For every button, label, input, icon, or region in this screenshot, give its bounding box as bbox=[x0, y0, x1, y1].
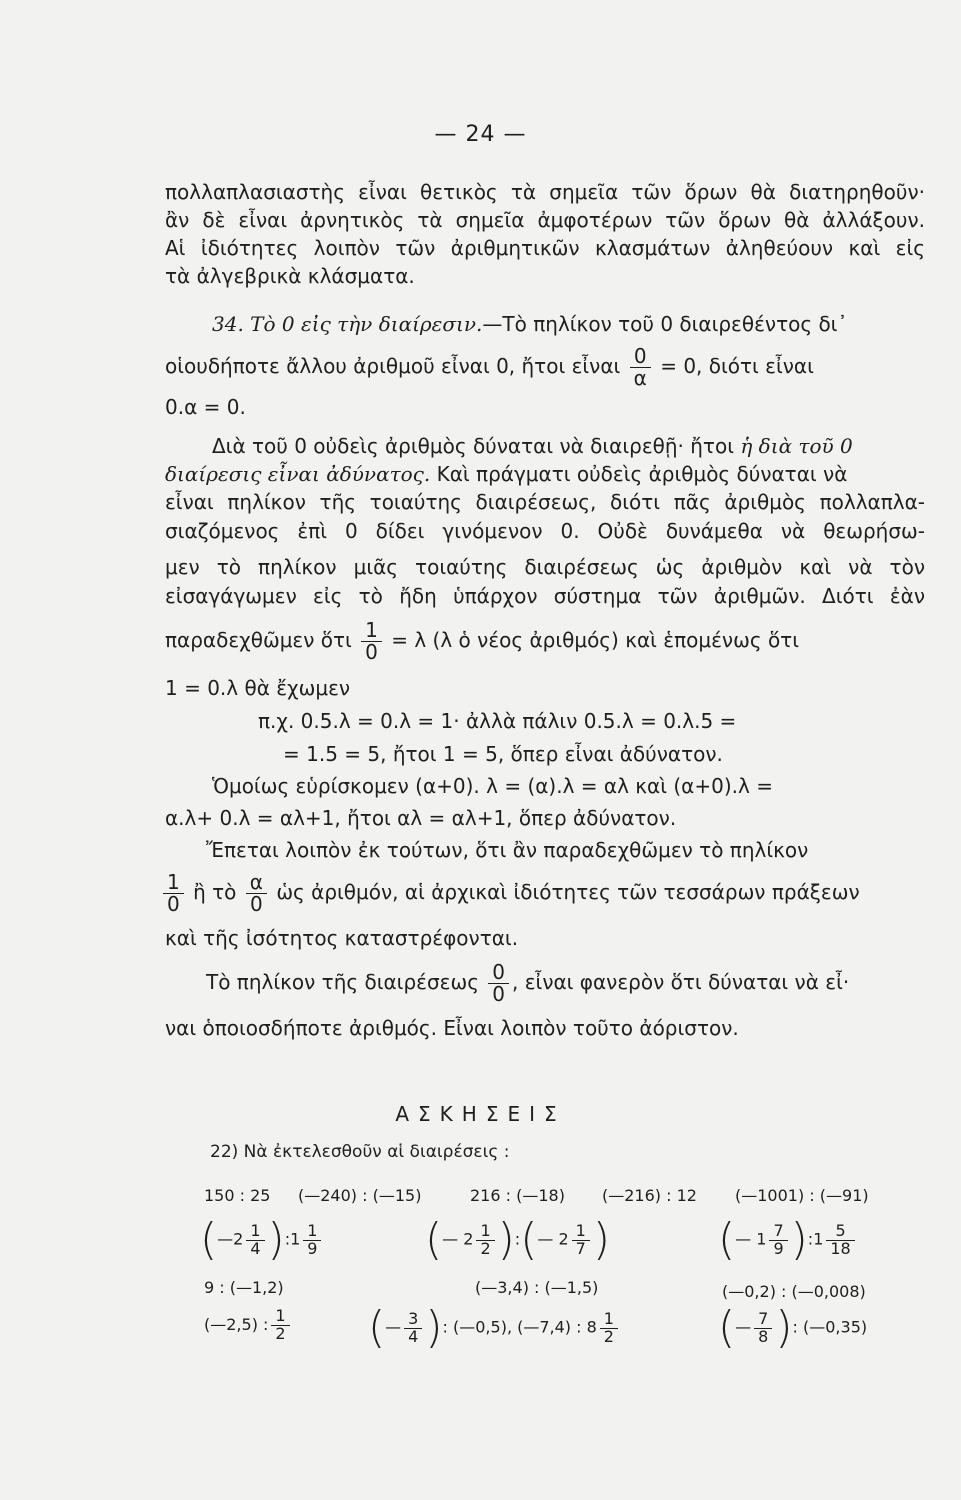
section-intro: —Τὸ πηλίκον τοῦ 0 διαιρεθέντος δι᾽ bbox=[482, 312, 848, 336]
text-line-11: σιαζόμενος ἐπὶ 0 δίδει γινόμενον 0. Οὐδὲ δυνάμεθα νὰ θεωρήσω- bbox=[165, 519, 925, 543]
exercise-item: (—1001) : (—91) bbox=[735, 1186, 869, 1205]
exercise-item-frac-c: (— $\frac{7}{8}$ ): (—0,35) bbox=[718, 1302, 868, 1353]
fraction-zero-over-alpha: $\frac{0}{\alpha}$ bbox=[630, 346, 651, 389]
fraction: $\frac{1}{4}$ bbox=[246, 1223, 264, 1258]
exercise-item: (—3,4) : (—1,5) bbox=[475, 1278, 599, 1297]
fraction: $\frac{3}{4}$ bbox=[404, 1311, 422, 1346]
fraction-one-over-zero: $\frac{1}{0}$ bbox=[361, 620, 382, 663]
fraction-zero-over-zero: $\frac{0}{0}$ bbox=[488, 962, 509, 1005]
text-line-9b: Καὶ πράγματι οὐδεὶς ἀριθμὸς δύναται νὰ bbox=[430, 462, 848, 486]
text-line-23a: Τὸ πηλίκον τῆς διαιρέσεως bbox=[206, 970, 479, 994]
paren-close: ) bbox=[790, 1214, 808, 1265]
exercise-item-frac-b: (— $\frac{3}{4}$ ): (—0,5), (—7,4) : 8 $\frac{1}{2}$ bbox=[368, 1306, 621, 1350]
text-line-15: 1 = 0.λ θὰ ἔχωμεν bbox=[165, 676, 351, 700]
fraction-alpha-over-zero: $\frac{\alpha}{0}$ bbox=[246, 872, 267, 915]
text-line-16: π.χ. 0.5.λ = 0.λ = 1· ἀλλὰ πάλιν 0.5.λ = 0.λ.5 = bbox=[258, 709, 737, 733]
text-line-21a: ἢ τὸ bbox=[193, 880, 237, 904]
text-line-10: εἶναι πηλίκον τῆς τοιαύτης διαιρέσεως, διότι πᾶς ἀριθμὸς πολλαπλα- bbox=[165, 490, 925, 514]
text-line-17: = 1.5 = 5, ἤτοι 1 = 5, ὅπερ εἶναι ἀδύνατον. bbox=[283, 742, 723, 766]
text-line-21b: ὡς ἀριθμόν, αἱ ἀρχικαὶ ἰδιότητες τῶν τεσσάρων πράξεων bbox=[276, 880, 860, 904]
text-line-1: πολλαπλασιαστὴς εἶναι θετικὸς τὰ σημεῖα τῶν ὅρων θὰ διατηρηθοῦν· bbox=[165, 180, 925, 204]
paren-open: ( bbox=[200, 1214, 218, 1265]
text-line-9a: διαίρεσις εἶναι ἀδύνατος. bbox=[165, 462, 431, 486]
fraction-one-over-zero-2: $\frac{1}{0}$ bbox=[163, 872, 184, 915]
exercise-item: 216 : (—18) bbox=[470, 1186, 565, 1205]
paren-close: ) bbox=[267, 1214, 285, 1265]
exercise-item: 9 : (—1,2) bbox=[204, 1278, 284, 1297]
exercises-heading: ΑΣΚΗΣΕΙΣ bbox=[395, 1102, 566, 1126]
page-number: — 24 — bbox=[434, 122, 527, 147]
text-line-21 bbox=[160, 872, 920, 915]
text-line-23b: , εἶναι φανερὸν ὅτι δύναται νὰ εἶ· bbox=[512, 970, 850, 994]
text-line-19: α.λ+ 0.λ = αλ+1, ἤτοι αλ = αλ+1, ὅπερ ἀδύνατον. bbox=[165, 806, 677, 830]
text-line-8a: Διὰ τοῦ 0 οὐδεὶς ἀριθμὸς δύναται νὰ διαιρεθῇ· ἤτοι bbox=[212, 434, 734, 458]
paren-close: ) bbox=[425, 1302, 443, 1353]
exercise-intro: 22) Νὰ ἐκτελεσθοῦν αἱ διαιρέσεις : bbox=[210, 1142, 510, 1162]
exercise-item-mixed-c: (— 1 $\frac{7}{9}$ ):1 $\frac{5}{18}$ bbox=[718, 1218, 858, 1262]
section-34-heading bbox=[212, 310, 925, 338]
text-line-24: ναι ὁποιοσδήποτε ἀριθμός. Εἶναι λοιπὸν τοῦτο ἀόριστον. bbox=[165, 1016, 739, 1040]
text-line-14 bbox=[165, 620, 925, 663]
paren-open: ( bbox=[520, 1214, 538, 1265]
paren-open: ( bbox=[718, 1214, 736, 1265]
section-title: Τὸ 0 εἰς τὴν διαίρεσιν. bbox=[250, 312, 483, 336]
text-line-14a: παραδεχθῶμεν ὅτι bbox=[165, 628, 352, 652]
text-line-23 bbox=[206, 962, 925, 1005]
exercise-item: (—216) : 12 bbox=[602, 1186, 697, 1205]
text-line-3: Αἱ ἰδιότητες λοιπὸν τῶν ἀριθμητικῶν κλασμάτων ἀληθεύουν καὶ εἰς bbox=[165, 236, 925, 260]
exercise-item-mixed-a: (—2 $\frac{1}{4}$ ):1 $\frac{1}{9}$ bbox=[200, 1218, 324, 1262]
exercise-item-mixed-b: (— 2 $\frac{1}{2}$ ):(— 2 $\frac{1}{7}$ ) bbox=[425, 1214, 610, 1265]
fraction: $\frac{1}{9}$ bbox=[303, 1223, 321, 1258]
section-number: 34. bbox=[212, 312, 244, 336]
paren-open: ( bbox=[425, 1214, 443, 1265]
fraction: $\frac{1}{2}$ bbox=[600, 1311, 618, 1346]
fraction: $\frac{1}{7}$ bbox=[572, 1223, 590, 1258]
text-line-13: εἰσαγάγωμεν εἰς τὸ ἤδη ὑπάρχον σύστημα τῶν ἀριθμῶν. Διότι ἐὰν bbox=[165, 584, 925, 608]
fraction: $\frac{1}{2}$ bbox=[271, 1308, 289, 1343]
text-line-4: τὰ ἀλγεβρικὰ κλάσματα. bbox=[165, 264, 415, 288]
text-line-14b: = λ (λ ὁ νέος ἀριθμός) καὶ ἑπομένως ὅτι bbox=[391, 628, 799, 652]
fraction: $\frac{7}{8}$ bbox=[754, 1311, 772, 1346]
text-line-9 bbox=[165, 460, 925, 488]
paren-open: ( bbox=[368, 1302, 386, 1353]
paren-close: ) bbox=[497, 1214, 515, 1265]
text-line-20: Ἔπεται λοιπὸν ἐκ τούτων, ὅτι ἂν παραδεχθῶμεν τὸ πηλίκον bbox=[206, 838, 809, 862]
text-line-8 bbox=[212, 432, 925, 460]
text-line-7: 0.α = 0. bbox=[165, 395, 246, 419]
exercise-item: (—240) : (—15) bbox=[298, 1186, 422, 1205]
text-line-6a: οἱουδήποτε ἄλλου ἀριθμοῦ εἶναι 0, ἤτοι εἶναι bbox=[165, 354, 621, 378]
exercise-item: 150 : 25 bbox=[204, 1186, 271, 1205]
fraction: $\frac{1}{2}$ bbox=[476, 1223, 494, 1258]
exercise-item: (—0,2) : (—0,008) bbox=[722, 1282, 866, 1301]
text-line-6 bbox=[165, 346, 925, 389]
text-line-2: ἂν δὲ εἶναι ἀρνητικὸς τὰ σημεῖα ἀμφοτέρων τῶν ὅρων θὰ ἀλλάξουν. bbox=[165, 208, 925, 232]
text-line-6b: = 0, διότι εἶναι bbox=[660, 354, 814, 378]
text-line-12: μεν τὸ πηλίκον μιᾶς τοιαύτης διαιρέσεως ὡς ἀριθμὸν καὶ νὰ τὸν bbox=[165, 555, 925, 579]
fraction: $\frac{7}{9}$ bbox=[769, 1223, 787, 1258]
fraction: $\frac{5}{18}$ bbox=[826, 1223, 854, 1258]
exercise-item-frac-a: (—2,5) : $\frac{1}{2}$ bbox=[204, 1308, 293, 1343]
text-line-18: Ὁμοίως εὑρίσκομεν (α+0). λ = (α).λ = αλ καὶ (α+0).λ = bbox=[212, 774, 773, 798]
text-line-22: καὶ τῆς ἰσότητος καταστρέφονται. bbox=[165, 926, 519, 950]
paren-close: ) bbox=[775, 1302, 793, 1353]
text-line-8b: ἡ διὰ τοῦ 0 bbox=[740, 434, 853, 458]
paren-open: ( bbox=[718, 1302, 736, 1353]
paren-close: ) bbox=[592, 1214, 610, 1265]
